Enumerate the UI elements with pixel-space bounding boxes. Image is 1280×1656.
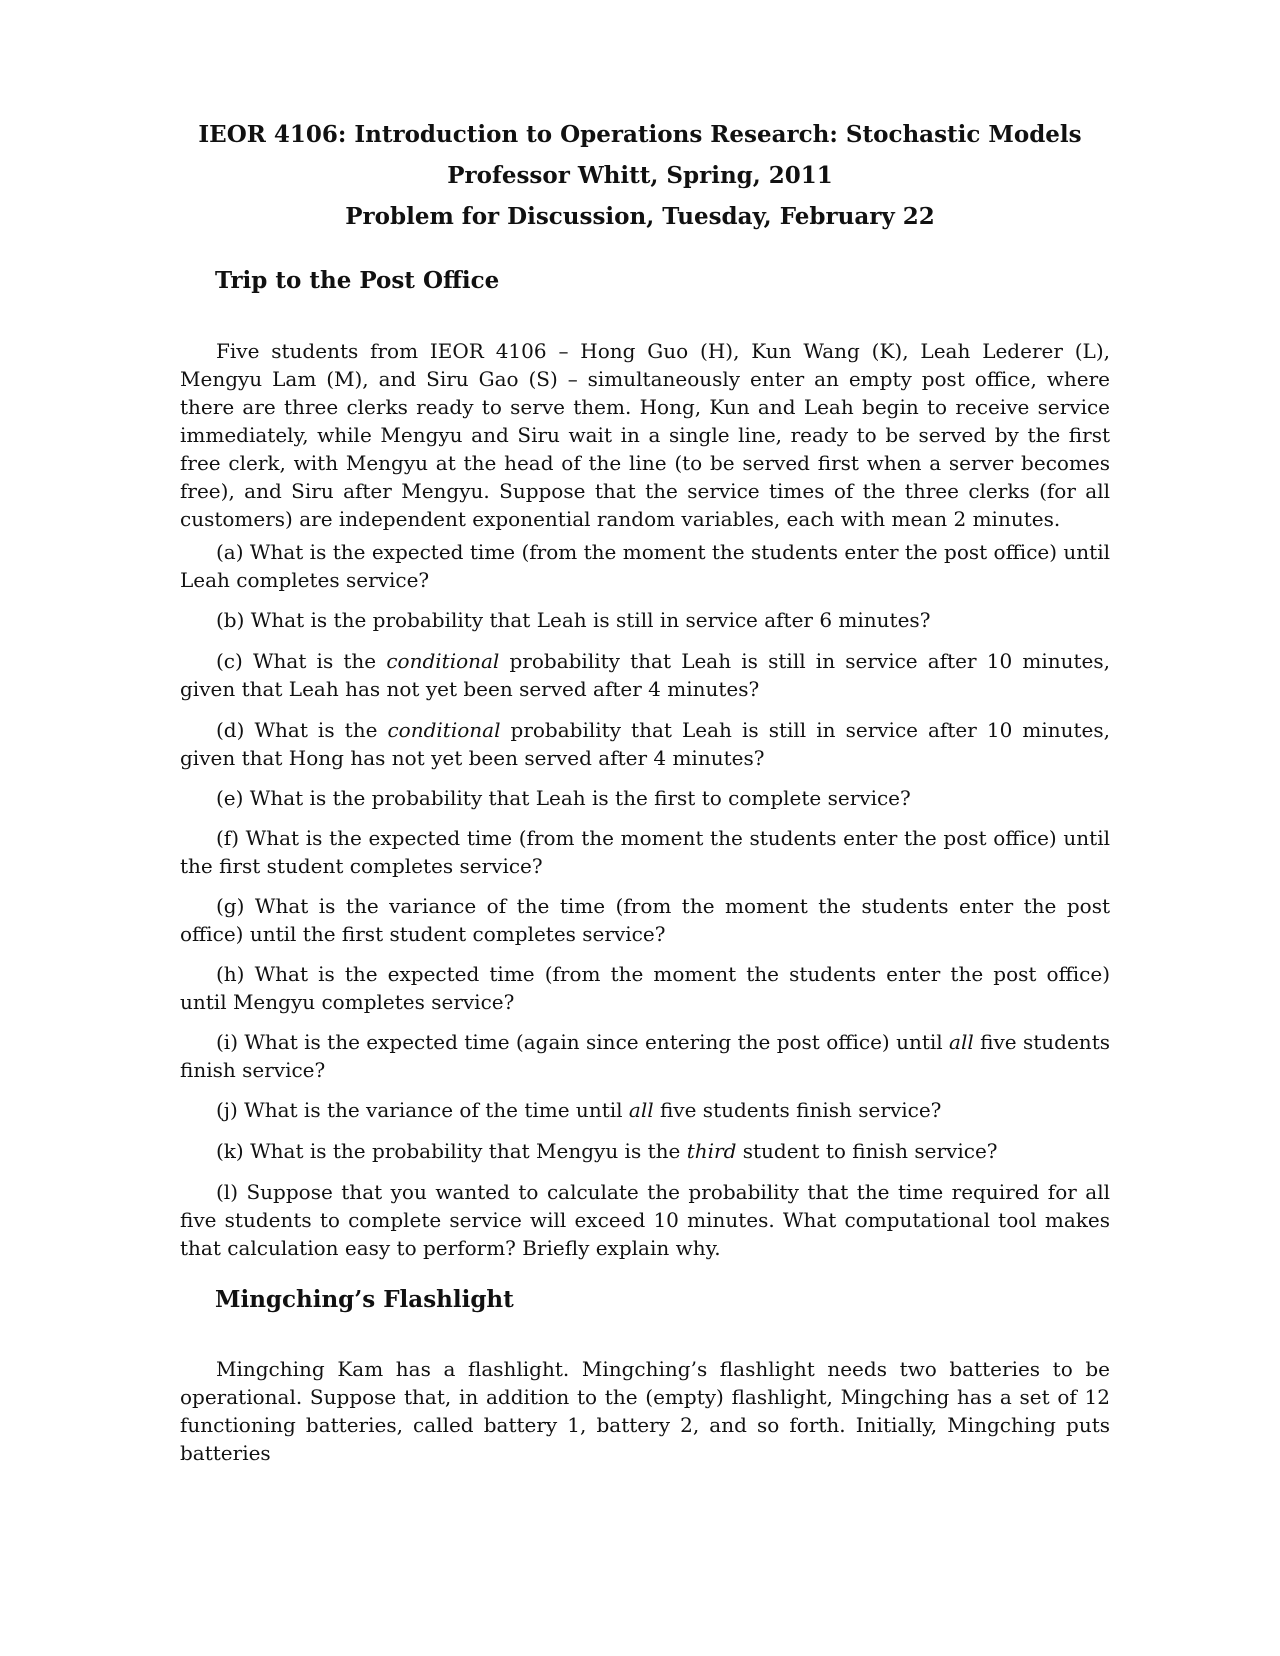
emphasis-conditional: conditional <box>386 649 500 673</box>
flashlight-intro: Mingching Kam has a flashlight. Mingching’s flashlight needs two batteries to be operational. Suppose that, in addition to the (empty) flashlight, Mingching has a set of 12 functioning batteries, called battery 1, battery 2, and so forth. Initially, Mingching puts batteries <box>180 1357 1110 1465</box>
question-h: (h) What is the expected time (from the moment the students enter the post office) until Mengyu completes service? <box>180 962 1110 1014</box>
question-f: (f) What is the expected time (from the moment the students enter the post office) until the first student completes service? <box>180 826 1110 878</box>
section-heading-post-office: Trip to the Post Office <box>215 267 500 294</box>
question-d: (d) What is the conditional probability that Leah is still in service after 10 minutes, given that Hong has not yet been served after 4 minutes? <box>180 718 1110 770</box>
question-b: (b) What is the probability that Leah is still in service after 6 minutes? <box>216 608 931 632</box>
emphasis-all: all <box>628 1098 654 1122</box>
question-j: (j) What is the variance of the time until all five students finish service? <box>216 1098 942 1122</box>
question-e: (e) What is the probability that Leah is the first to complete service? <box>216 786 911 810</box>
question-k: (k) What is the probability that Mengyu is the third student to finish service? <box>216 1139 998 1163</box>
question-c: (c) What is the conditional probability that Leah is still in service after 10 minutes, given that Leah has not yet been served after 4 minutes? <box>180 649 1110 701</box>
question-l: (l) Suppose that you wanted to calculate the probability that the time required for all five students to complete service will exceed 10 minutes. What computational tool makes that calculation easy to perform? Briefly explain why. <box>180 1180 1110 1260</box>
question-g: (g) What is the variance of the time (from the moment the students enter the post office) until the first student completes service? <box>180 894 1110 946</box>
emphasis-all: all <box>949 1030 974 1054</box>
document-subtitle: Problem for Discussion, Tuesday, February 22 <box>345 203 935 230</box>
document-title: IEOR 4106: Introduction to Operations Research: Stochastic Models <box>198 121 1082 148</box>
question-a: (a) What is the expected time (from the moment the students enter the post office) until Leah completes service? <box>180 540 1110 592</box>
post-office-intro: Five students from IEOR 4106 – Hong Guo (H), Kun Wang (K), Leah Lederer (L), Mengyu Lam (M), and Siru Gao (S) – simultaneously enter an empty post office, where there are three clerks ready to serve them. Hong, Kun and Leah begin to receive service immediately, while Mengyu and Siru wait in a single line, ready to be served by the first free clerk, with Mengyu at the head of the line (to be served first when a server becomes free), and Siru after Mengyu. Suppose that the service times of the three clerks (for all customers) are independent exponential random variables, each with mean 2 minutes. <box>180 339 1110 531</box>
emphasis-third: third <box>686 1139 737 1163</box>
section-heading-flashlight: Mingching’s Flashlight <box>215 1286 514 1313</box>
question-i: (i) What is the expected time (again since entering the post office) until all five students finish service? <box>180 1030 1110 1082</box>
emphasis-conditional: conditional <box>387 718 501 742</box>
course-professor: Professor Whitt, Spring, 2011 <box>447 162 833 189</box>
